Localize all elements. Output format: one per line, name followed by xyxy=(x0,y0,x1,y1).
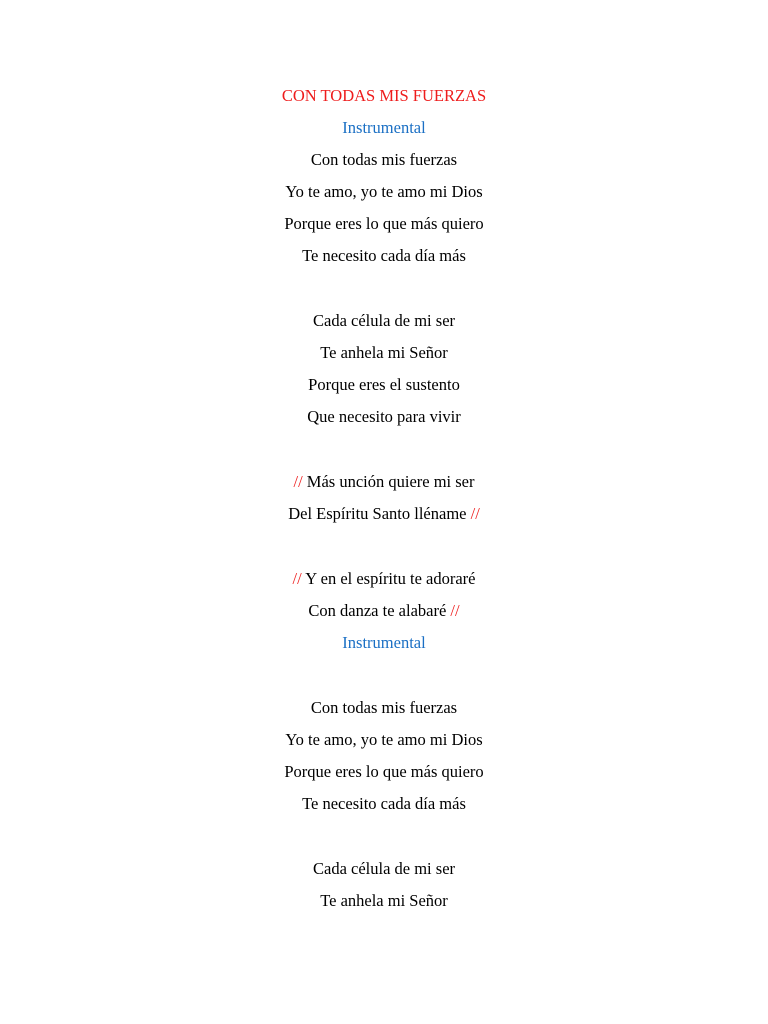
lyric-line: Porque eres lo que más quiero xyxy=(284,762,484,781)
lyric-line: Te necesito cada día más xyxy=(302,246,466,265)
instrumental-cue: Instrumental xyxy=(342,633,426,652)
repeat-mark-close: // xyxy=(450,601,460,620)
instrumental-cue: Instrumental xyxy=(342,118,426,137)
lyric-line: Yo te amo, yo te amo mi Dios xyxy=(285,730,483,749)
lyric-text: Del Espíritu Santo lléname xyxy=(288,504,467,523)
lyric-text: Más unción quiere mi ser xyxy=(306,472,475,491)
repeat-mark-open: // xyxy=(293,472,303,491)
lyric-line: Cada célula de mi ser xyxy=(312,311,456,330)
lyric-line xyxy=(0,600,768,622)
lyric-line xyxy=(0,471,768,493)
lyric-line: Te anhela mi Señor xyxy=(320,891,448,910)
lyric-line: Porque eres lo que más quiero xyxy=(284,214,484,233)
lyric-line xyxy=(0,503,768,525)
lyric-line: Que necesito para vivir xyxy=(307,407,461,426)
lyric-line xyxy=(0,568,768,590)
lyric-line: Te necesito cada día más xyxy=(302,794,466,813)
lyric-line: Cada célula de mi ser xyxy=(312,859,456,878)
lyric-text: Y en el espíritu te adoraré xyxy=(305,569,476,588)
lyric-line: Porque eres el sustento xyxy=(308,375,460,394)
song-title: CON TODAS MIS FUERZAS xyxy=(281,86,487,105)
lyric-line: Yo te amo, yo te amo mi Dios xyxy=(285,182,483,201)
repeat-mark-open: // xyxy=(292,569,302,588)
repeat-mark-close: // xyxy=(470,504,480,523)
lyric-line: Con todas mis fuerzas xyxy=(310,698,458,717)
lyric-line: Con todas mis fuerzas xyxy=(310,150,458,169)
lyric-text: Con danza te alabaré xyxy=(308,601,447,620)
lyric-line: Te anhela mi Señor xyxy=(320,343,448,362)
